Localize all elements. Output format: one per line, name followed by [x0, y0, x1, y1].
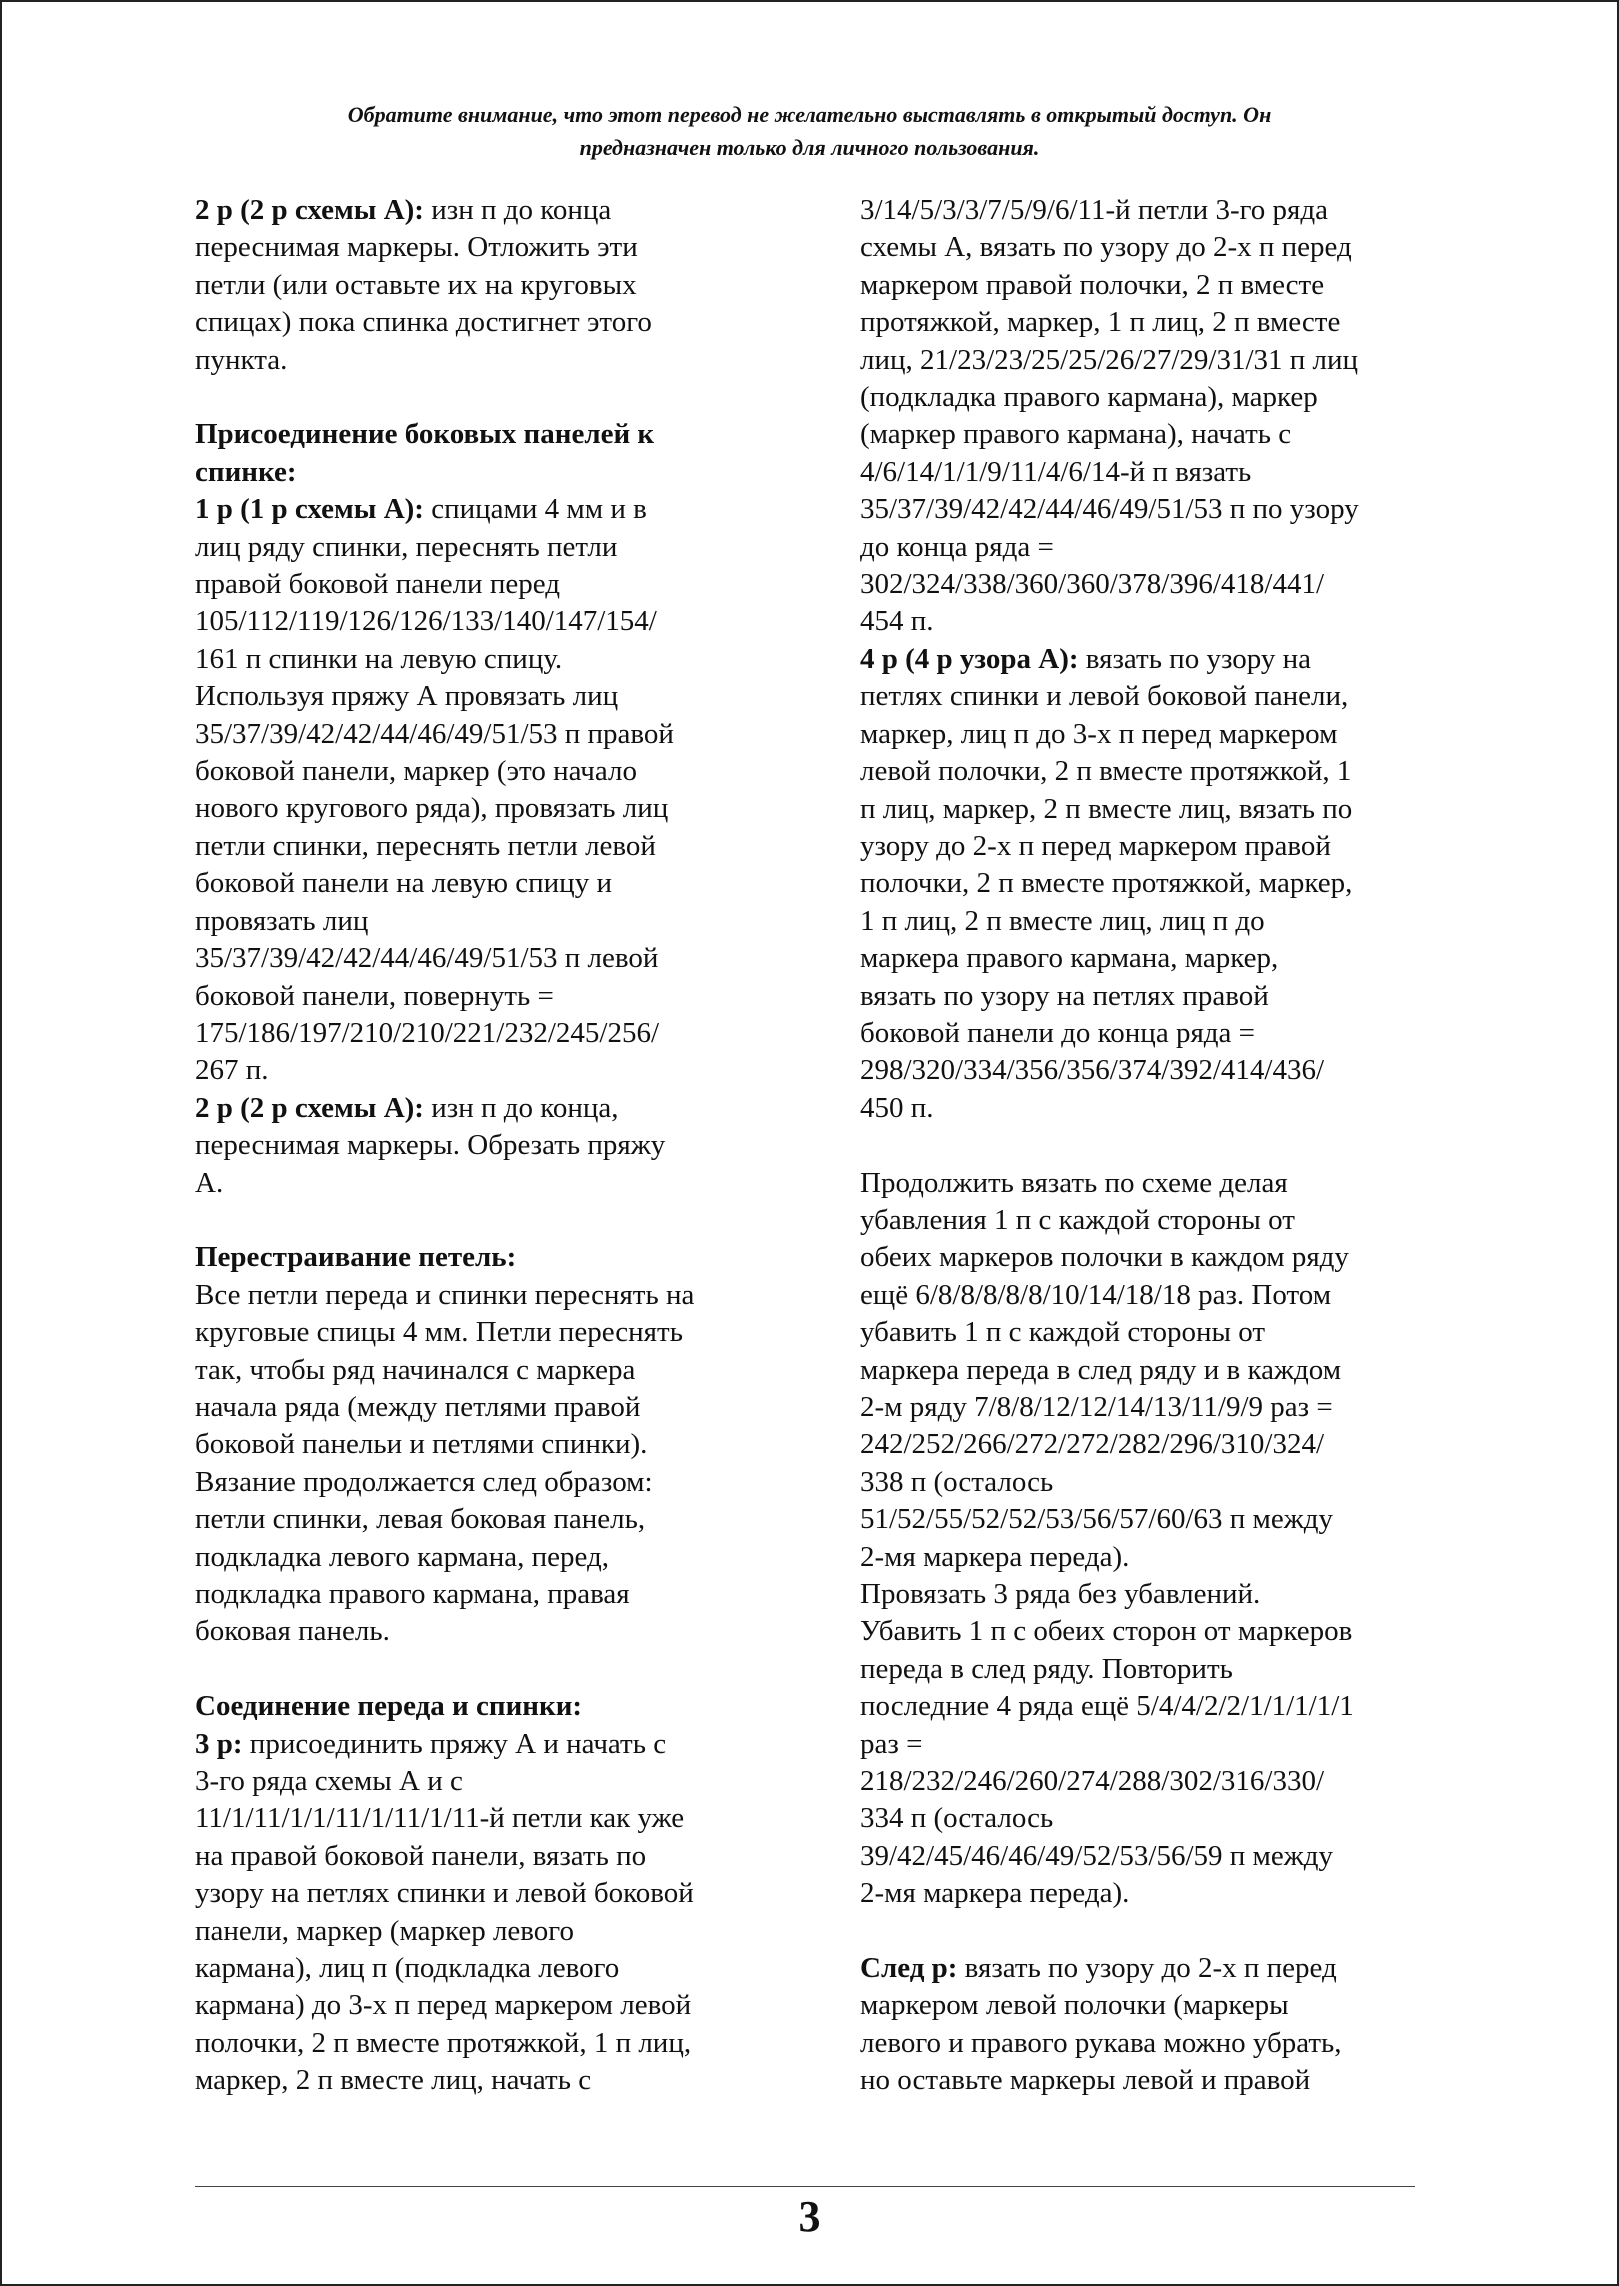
paragraph-lead: 3 р:	[195, 1727, 243, 1760]
paragraph-row4	[860, 641, 1450, 1127]
paragraph-lead: 2 р (2 р схемы А):	[195, 1091, 424, 1124]
paragraph-next-row	[860, 1950, 1450, 2100]
paragraph-lead: След р:	[860, 1952, 958, 1985]
paragraph-text: присоединить пряжу А и начать с 3-го ряда схемы А и с 11/1/11/1/1/11/1/11/1/11-й петли как уже на правой боковой панели, вязать по узору на петлях спинки и левой боковой панели, маркер (маркер левого кармана), лиц п (подкладка левого кармана) до 3-х п перед маркером левой полочки, 2 п вместе протяжкой, 1 п лиц, маркер, 2 п вместе лиц, начать с	[195, 1727, 694, 2097]
paragraph-row2-back	[195, 192, 765, 379]
paragraph-rearrange: Все петли переда и спинки переснять на круговые спицы 4 мм. Петли переснять так, чтобы ряд начинался с маркера начала ряда (между петлями правой боковой панельи и петлями спинки). Вязание продолжается след образом: петли спинки, левая боковая панель, подкладка левого кармана, перед, подкладка правого кармана, правая боковая панель.	[195, 1278, 695, 1648]
paragraph-row1	[195, 491, 765, 1090]
paragraph-row3	[195, 1726, 765, 2100]
section-heading-rearrange-stitches: Перестраивание петель:	[195, 1241, 517, 1274]
paragraph-lead: 1 р (1 р схемы А):	[195, 493, 424, 526]
paragraph-continue-decreases: Продолжить вязать по схеме делая убавления 1 п с каждой стороны от обеих маркеров полочки в каждом ряду ещё 6/8/8/8/8/8/10/14/18/18 раз. Потом убавить 1 п с каждой стороны от маркера переда в след ряду и в каждом 2-м ряду 7/8/8/12/12/14/13/11/9/9 раз = 242/252/266/272/272/282/296/310/324/ 338 п (осталось 51/52/55/52/52/53/56/57/60/63 п между 2-мя маркера переда).	[860, 1166, 1349, 1573]
header-notice: Обратите внимание, что этот перевод не желательно выставлять в открытый доступ. Он предназначен только для личного пользования.	[347, 102, 1272, 160]
section-heading-attach-side-panels: Присоединение боковых панелей к спинке:	[195, 418, 655, 488]
right-column	[860, 192, 1450, 2100]
paragraph-text: изн п до конца, переснимая маркеры. Обрезать пряжу А.	[195, 1091, 666, 1199]
paragraph-lead: 4 р (4 р узора А):	[860, 642, 1079, 675]
paragraph-text: изн п до конца переснимая маркеры. Отложить эти петли (или оставьте их на круговых спицах) пока спинка достигнет этого пункта.	[195, 194, 652, 376]
left-column	[195, 192, 765, 2100]
paragraph-text: вязать по узору до 2-х п перед маркером левой полочки (маркеры левого и правого рукава можно убрать, но оставьте маркеры левой и правой	[860, 1952, 1342, 2097]
paragraph-row3-continued: 3/14/5/3/3/7/5/9/6/11-й петли 3-го ряда схемы А, вязать по узору до 2-х п перед маркером правой полочки, 2 п вместе протяжкой, маркер, 1 п лиц, 2 п вместе лиц, 21/23/23/25/25/26/27/29/31/31 п лиц (подкладка правого кармана), маркер (маркер правого кармана), начать с 4/6/14/1/1/9/11/4/6/14-й п вязать 35/37/39/42/42/44/46/49/51/53 п по узору до конца ряда = 302/324/338/360/360/378/396/418/441/ 454 п.	[860, 194, 1359, 638]
page-number: 3	[798, 2192, 821, 2241]
paragraph-three-rows: Провязать 3 ряда без убавлений. Убавить 1 п с обеих сторон от маркеров переда в след ряду. Повторить последние 4 ряда ещё 5/4/4/2/2/1/1/1/1/1 раз = 218/232/246/260/274/288/302/316/330/ 334 п (осталось 39/42/45/46/46/49/52/53/56/59 п между 2-мя маркера переда).	[860, 1578, 1354, 1910]
footer-divider	[195, 2186, 1415, 2187]
section-heading-join-front-back: Соединение переда и спинки:	[195, 1690, 583, 1723]
paragraph-row2	[195, 1090, 765, 1202]
paragraph-text: спицами 4 мм и в лиц ряду спинки, переснять петли правой боковой панели перед 105/112/119/126/126/133/140/147/154/ 161 п спинки на левую спицу. Используя пряжу А провязать лиц 35/37/39/42/42/44/46/49/51/53 п правой боковой панели, маркер (это начало нового кругового ряда), провязать лиц петли спинки, переснять петли левой боковой панели на левую спицу и провязать лиц 35/37/39/42/42/44/46/49/51/53 п левой боковой панели, повернуть = 175/186/197/210/210/221/232/245/256/ 267 п.	[195, 493, 674, 1087]
paragraph-lead: 2 р (2 р схемы А):	[195, 194, 424, 226]
paragraph-text: вязать по узору на петлях спинки и левой боковой панели, маркер, лиц п до 3-х п перед маркером левой полочки, 2 п вместе протяжкой, 1 п лиц, маркер, 2 п вместе лиц, вязать по узору до 2-х п перед маркером правой полочки, 2 п вместе протяжкой, маркер, 1 п лиц, 2 п вместе лиц, лиц п до маркера правого кармана, маркер, вязать по узору на петлях правой боковой панели до конца ряда = 298/320/334/356/356/374/392/414/436/ 450 п.	[860, 642, 1353, 1124]
